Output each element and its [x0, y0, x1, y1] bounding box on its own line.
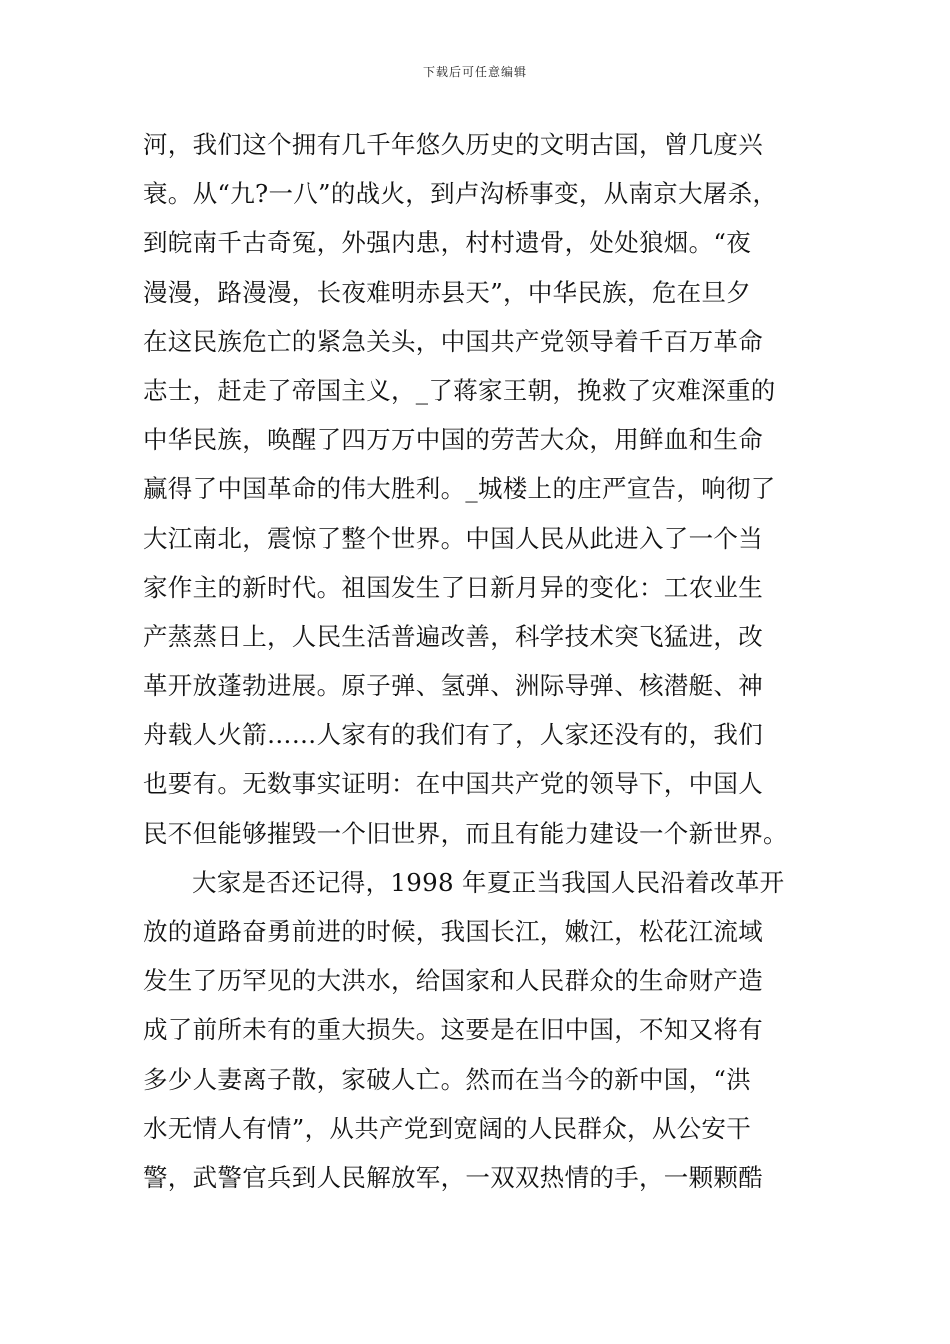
text-line: 志士，赶走了帝国主义，_了蒋家王朝，挽救了灾难深重的 [143, 375, 776, 405]
text-line: 舟载人火箭……人家有的我们有了，人家还没有的，我们 [143, 720, 763, 750]
text-line: 家作主的新时代。祖国发生了日新月异的变化：工农业生 [143, 572, 763, 602]
text-line: 赢得了中国革命的伟大胜利。_城楼上的庄严宣告，响彻了 [143, 474, 776, 504]
text-line: 漫漫，路漫漫，长夜难明赤县天”，中华民族，危在旦夕 [143, 277, 752, 307]
text-line: 警，武警官兵到人民解放军，一双双热情的手，一颗颗酷 [143, 1162, 763, 1192]
text-line: 河，我们这个拥有几千年悠久历史的文明古国，曾几度兴 [143, 130, 763, 159]
text-line: 革开放蓬勃进展。原子弹、氢弹、洲际导弹、核潜艇、神 [143, 671, 763, 701]
paragraph-start-line: 大家是否还记得，1998 年夏正当我国人民沿着改革开 [192, 867, 785, 897]
text-line: 衰。从“九?一八”的战火，到卢沟桥事变，从南京大屠杀， [143, 179, 778, 209]
text-line: 多少人妻离子散，家破人亡。然而在当今的新中国，“洪 [143, 1064, 752, 1094]
text-line: 产蒸蒸日上，人民生活普遍改善，科学技术突飞猛进，改 [143, 621, 763, 651]
text-line: 中华民族，唤醒了四万万中国的劳苦大众，用鲜血和生命 [143, 425, 763, 455]
body-text [143, 120, 823, 1202]
text-line: 大江南北，震惊了整个世界。中国人民从此进入了一个当 [143, 523, 763, 553]
text-line: 也要有。无数事实证明：在中国共产党的领导下，中国人 [143, 769, 763, 799]
page-header: 下载后可任意编辑 [422, 65, 527, 79]
text-line: 民不但能够摧毁一个旧世界，而且有能力建设一个新世界。 [143, 818, 788, 848]
text-line: 到皖南千古奇冤，外强内患，村村遗骨，处处狼烟。“夜 [143, 228, 752, 258]
text-line: 在这民族危亡的紧急关头，中国共产党领导着千百万革命 [143, 326, 763, 356]
text-line: 成了前所未有的重大损失。这要是在旧中国，不知又将有 [143, 1015, 763, 1045]
text-line: 放的道路奋勇前进的时候，我国长江，嫩江，松花江流域 [143, 917, 763, 946]
text-line: 发生了历罕见的大洪水，给国家和人民群众的生命财产造 [143, 966, 763, 996]
text-line: 水无情人有情”，从共产党到宽阔的人民群众，从公安干 [143, 1113, 752, 1143]
